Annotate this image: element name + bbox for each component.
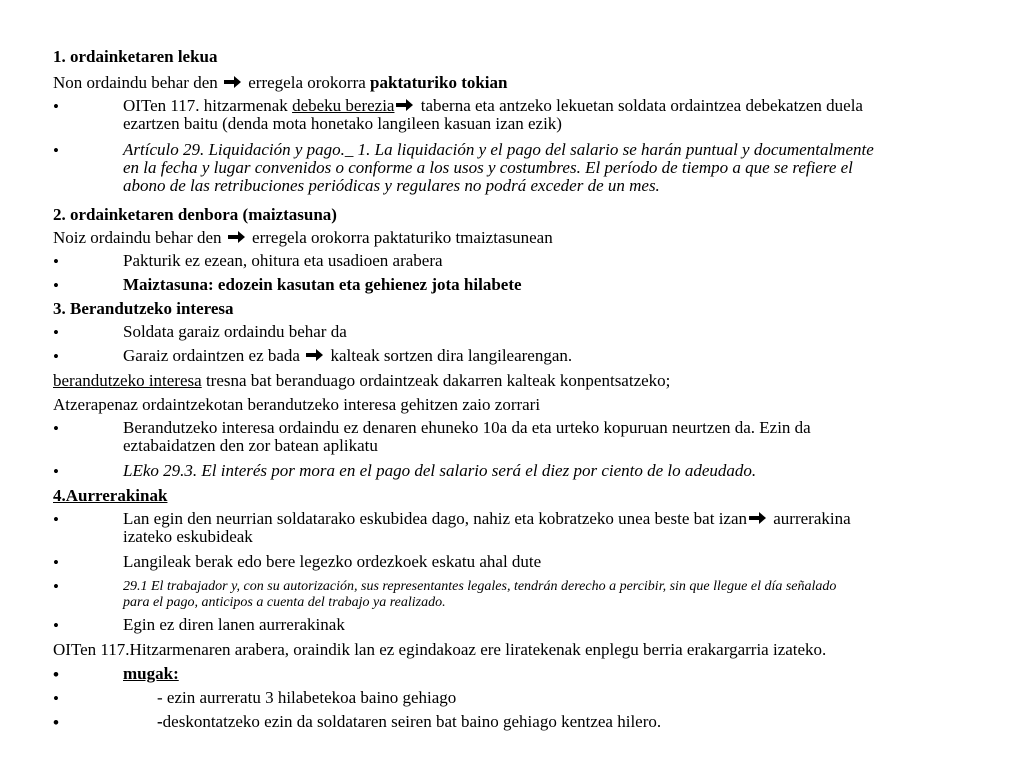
section-heading-3: 3. Berandutzeko interesa [53, 299, 234, 318]
olten-117-line: OITen 117.Hitzarmenaren arabera, oraindik lan ez egindakoaz ere liratekenak enplegu berria erakargarria izateko. [53, 640, 827, 659]
definition-line: berandutzeko interesa tresna bat beranduago ordaintzeak dakarren kalteak konpentsatzeko; [53, 371, 671, 390]
bullet-text-soldata: Soldata garaiz ordaindu behar da [123, 322, 347, 341]
bullet-dot: • [53, 713, 59, 732]
bullet-dot: • [53, 665, 59, 684]
bullet-dot: • [53, 97, 59, 116]
bullet-dot: • [53, 577, 59, 596]
arrow-right-icon [396, 98, 414, 112]
rule-text: Non ordaindu behar den [53, 73, 223, 92]
atzerapenaz-line: Atzerapenaz ordaintzekotan berandutzeko interesa gehitzen zaio zorrari [53, 395, 541, 414]
bullet-dot: • [53, 323, 59, 342]
bullet-text-egin-ez: Egin ez diren lanen aurrerakinak [123, 615, 345, 634]
bullet-text-29-1: 29.1 El trabajador y, con su autorización, sus representantes legales, tendrán derecho a percibir, sin que llegue el día señalado para el pago, anticipos a cuenta del trabajo ya realizado. [123, 579, 837, 610]
bullet-text-olten-117: OITen 117. hitzarmenak debeku berezia taberna eta antzeko lekuetan soldata ordaintzea debekatzen duela ezartzen baitu (denda mota honetako langileen kasuan izan ezik) [123, 96, 863, 133]
bullet-text-maiztasuna: Maiztasuna: edozein kasutan eta gehienez jota hilabete [123, 275, 522, 294]
bullet-text-deskontatzeko: -deskontatzeko ezin da soldataren seiren bat baino gehiago kentzea hilero. [157, 712, 662, 731]
bullet-text-langileak: Langileak berak edo bere legezko ordezkoek eskatu ahal dute [123, 552, 542, 571]
rule-line-when: Noiz ordaindu behar den erregela orokorra paktaturiko tmaiztasunean [53, 228, 553, 247]
section-heading-1: 1. ordainketaren lekua [53, 47, 218, 66]
bullet-dot: • [53, 347, 59, 366]
arrow-right-icon [224, 75, 242, 89]
rule-text: erregela orokorra [244, 73, 371, 92]
arrow-right-icon [306, 348, 324, 362]
bullet-text-ezin-aurreratu: - ezin aurreratu 3 hilabetekoa baino gehiago [157, 688, 457, 707]
bullet-text-lan-egin: Lan egin den neurrian soldatarako eskubidea dago, nahiz eta kobratzeko unea beste bat izan aurrerakina izateko eskubideak [123, 509, 851, 546]
bullet-dot: • [53, 252, 59, 271]
rule-bold-text: paktaturiko tokian [370, 73, 508, 92]
bullet-dot: • [53, 510, 59, 529]
section-heading-4: 4.Aurrerakinak [53, 486, 168, 505]
bullet-text-leko-29-3: LEko 29.3. El interés por mora en el pago del salario será el diez por ciento de lo adeudado. [123, 461, 757, 480]
bullet-text-berandutzeko: Berandutzeko interesa ordaindu ez denaren ehuneko 10a da eta urteko kopuruan neurtzen da. Ezin da eztabaidatzen den zor batean aplikatu [123, 418, 811, 455]
underlined-term: debeku berezia [292, 96, 395, 115]
bullet-dot: • [53, 553, 59, 572]
bullet-dot: • [53, 419, 59, 438]
bullet-dot: • [53, 616, 59, 635]
bullet-dot: • [53, 689, 59, 708]
section-heading-2: 2. ordainketaren denbora (maiztasuna) [53, 205, 337, 224]
underlined-term: berandutzeko interesa [53, 371, 202, 390]
bullet-text-mugak: mugak: [123, 664, 179, 683]
arrow-right-icon [749, 511, 767, 525]
bullet-dot: • [53, 141, 59, 160]
arrow-right-icon [228, 230, 246, 244]
rule-line-where [53, 73, 1010, 92]
bullet-text-pakturik: Pakturik ez ezean, ohitura eta usadioen arabera [123, 251, 443, 270]
bullet-text-articulo-29: Artículo 29. Liquidación y pago._ 1. La liquidación y el pago del salario se harán puntual y documentalmente en la fecha y lugar convenidos o conforme a los usos y costumbres. El período de tiempo a que se refiere el abono de las retribuciones periódicas y regulares no podrá exceder de un mes. [123, 140, 874, 195]
bullet-dot: • [53, 462, 59, 481]
bullet-text-garaiz: Garaiz ordaintzen ez bada kalteak sortzen dira langilearengan. [123, 346, 573, 365]
bullet-dot: • [53, 276, 59, 295]
